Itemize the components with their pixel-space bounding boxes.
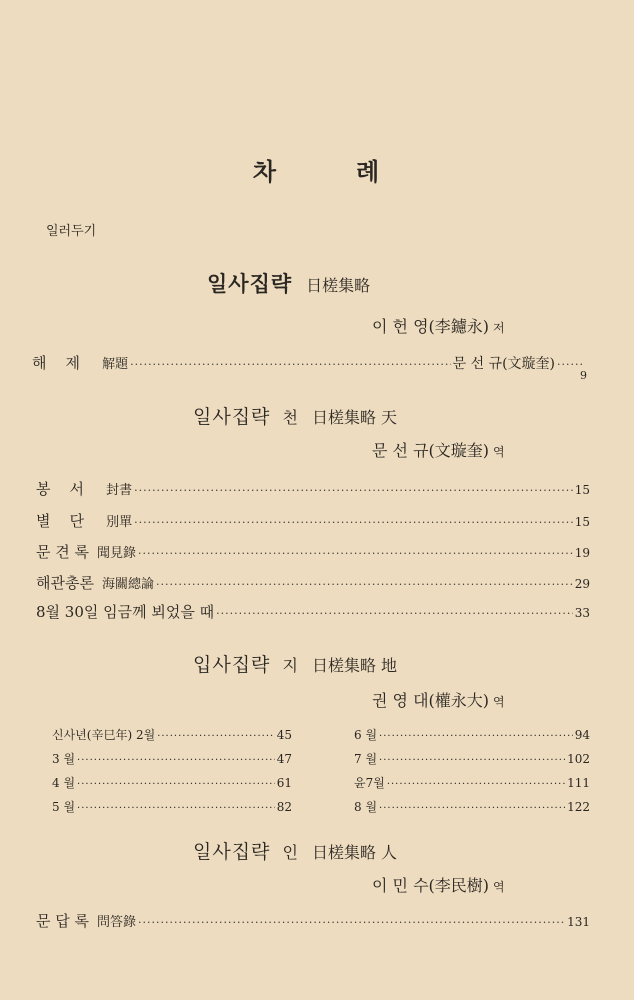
entry-label: 별 단	[36, 512, 85, 530]
entry-page: 33	[574, 606, 590, 620]
part3-right-column	[354, 726, 590, 822]
part3-left-column	[52, 726, 292, 822]
entry-han: 問答錄	[97, 915, 137, 930]
leader-dots	[138, 547, 573, 560]
leader-dots	[134, 484, 573, 497]
toc-entry	[36, 478, 590, 510]
toc-entry	[36, 572, 590, 601]
leader-dots	[138, 916, 565, 929]
title-char-1: 차	[252, 157, 278, 186]
entry-label: 4 월	[52, 776, 76, 790]
entry-han: 海關總論	[101, 577, 154, 592]
leader-dots	[156, 578, 573, 591]
part2-entries	[36, 478, 590, 631]
leader-dots	[134, 516, 573, 529]
part3-author-role: 역	[493, 695, 505, 709]
leader-dots	[379, 731, 573, 742]
part3-title-ko: 입사집략	[193, 654, 271, 676]
toc-entry	[36, 541, 590, 572]
part1-author-name: 이 헌 영(李鑢永)	[372, 317, 490, 336]
toc-entry	[36, 510, 590, 541]
entry-han: 聞見錄	[97, 546, 137, 561]
part3-author	[372, 688, 505, 711]
entry-page: 102	[567, 752, 590, 766]
part4-author	[372, 873, 505, 896]
month-entry	[52, 726, 292, 750]
part1-title	[207, 268, 370, 298]
part2-title	[193, 402, 397, 429]
part1-author	[372, 314, 505, 337]
entry-label: 8월 30일 임금께 뵈었을 때	[36, 603, 215, 621]
month-entry	[52, 750, 292, 774]
entry-page: 19	[574, 546, 590, 560]
part3-title-han: 日槎集略 地	[311, 656, 398, 675]
entry-label: 3 월	[52, 752, 76, 766]
part2-title-han: 日槎集略 天	[311, 408, 398, 427]
entry-page: 15	[574, 483, 590, 497]
leader-dots	[130, 358, 451, 371]
month-entry	[354, 798, 590, 822]
leader-dots	[77, 803, 275, 814]
entry-page: 111	[567, 776, 590, 790]
part4-author-name: 이 민 수(李民樹)	[372, 876, 490, 895]
part1-title-han: 日槎集略	[306, 276, 371, 295]
part2-title-sub: 천	[282, 408, 298, 427]
entry-label: 해관총론	[36, 574, 94, 592]
page-title	[0, 152, 634, 187]
part3-title-sub: 지	[282, 656, 298, 675]
part4-title-han: 日槎集略 人	[311, 843, 398, 862]
month-entry	[354, 750, 590, 774]
entry-translator: 문 선 규(文璇奎)	[452, 356, 555, 372]
entry-page: 45	[276, 728, 292, 742]
leader-dots	[379, 755, 565, 766]
entry-page: 94	[574, 728, 590, 742]
part2-author-name: 문 선 규(文璇奎)	[372, 441, 490, 460]
entry-page: 61	[276, 776, 292, 790]
part2-author-role: 역	[493, 445, 505, 459]
entry-label: 봉 서	[36, 480, 85, 498]
toc-entry	[36, 601, 590, 631]
part4-author-role: 역	[493, 880, 505, 894]
entry-han: 解題	[102, 357, 129, 372]
entry-label: 문 견 록	[36, 543, 90, 561]
entry-page: 82	[276, 800, 292, 814]
entry-page: 15	[574, 515, 590, 529]
part3-title	[193, 650, 397, 677]
leader-dots	[77, 779, 275, 790]
part1-title-ko: 일사집략	[207, 271, 293, 296]
part2-title-ko: 일사집략	[193, 406, 271, 428]
month-entry	[52, 774, 292, 798]
entry-han: 封書	[106, 483, 133, 498]
entry-label: 문 답 록	[36, 912, 90, 930]
leader-dots	[387, 779, 565, 790]
entry-label: 8 월	[354, 800, 378, 814]
notes-entry: 일러두기	[46, 224, 97, 239]
part4-title	[193, 837, 397, 864]
entry-page: 29	[574, 577, 590, 591]
toc-entry-haeje	[32, 352, 585, 373]
month-entry	[354, 726, 590, 750]
part4-title-sub: 인	[282, 843, 298, 862]
entry-label: 6 월	[354, 728, 378, 742]
title-char-2: 례	[356, 157, 382, 186]
entry-page: 47	[276, 752, 292, 766]
part1-author-role: 저	[493, 321, 505, 335]
entry-han: 別單	[106, 515, 133, 530]
part4-title-ko: 일사집략	[193, 841, 271, 863]
leader-dots	[157, 731, 275, 742]
leader-dots	[77, 755, 275, 766]
entry-page: 122	[567, 800, 590, 814]
leader-dots	[216, 607, 573, 620]
entry-page: 9	[580, 369, 587, 382]
part3-author-name: 권 영 대(權永大)	[372, 691, 490, 710]
part2-author	[372, 438, 505, 461]
entry-label: 윤7월	[354, 776, 385, 790]
leader-dots	[379, 803, 565, 814]
month-entry	[354, 774, 590, 798]
entry-label: 신사년(辛巳年) 2월	[52, 728, 156, 742]
entry-page: 131	[567, 915, 590, 929]
entry-label: 7 월	[354, 752, 378, 766]
month-entry	[52, 798, 292, 822]
entry-label: 5 월	[52, 800, 76, 814]
toc-entry-mundaprok	[36, 910, 590, 931]
entry-label: 해 제	[32, 354, 81, 372]
